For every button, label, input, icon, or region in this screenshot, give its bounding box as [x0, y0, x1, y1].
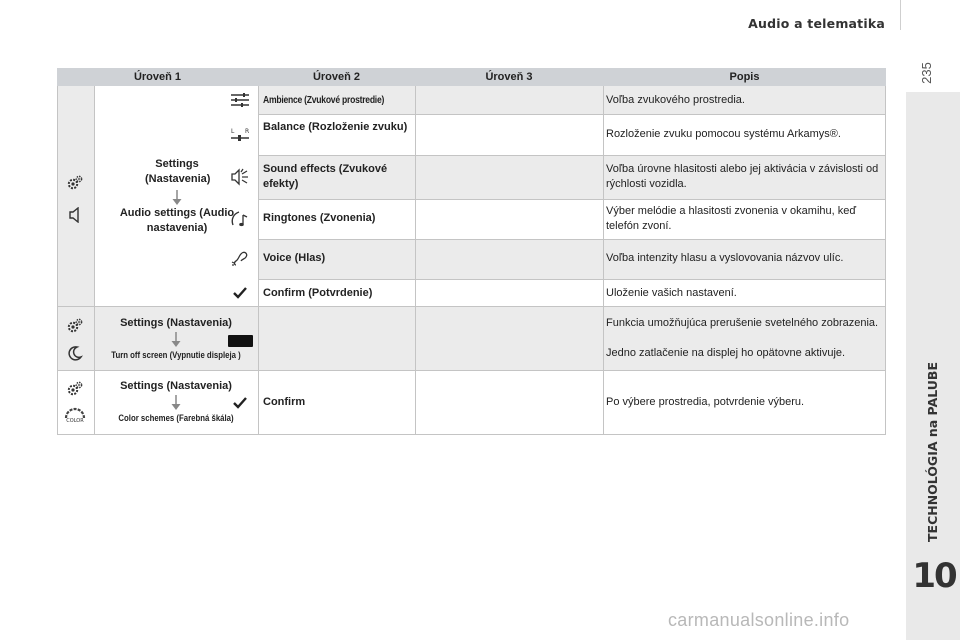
group-screen-description-line1: Funkcia umožňujúca prerušenie svetelného zobrazenia. — [606, 317, 879, 329]
page-header-title: Audio a telematika — [748, 16, 885, 31]
group-audio-level1-top: Settings (Nastavenia) — [145, 158, 211, 185]
group-color-level1-bottom: Color schemes (Farebná škála) — [118, 413, 234, 424]
speaker-icon — [65, 206, 85, 224]
equalizer-sliders-icon — [230, 91, 250, 109]
row-confirm-description: Uloženie vašich nastavení. — [606, 287, 737, 299]
settings-gear-icon — [65, 380, 85, 398]
group-color-level2: Confirm — [263, 396, 306, 408]
ringtone-note-icon — [230, 210, 250, 228]
group-screen-description-line2: Jedno zatlačenie na displej ho opätovne aktivuje. — [606, 347, 846, 359]
watermark: carmanualsonline.info — [668, 610, 850, 630]
column-header-level1: Úroveň 1 — [57, 68, 258, 86]
checkmark-icon — [230, 284, 250, 302]
black-screen-icon — [228, 335, 253, 347]
row-voice-level2: Voice (Hlas) — [263, 252, 326, 264]
row-ambience-description: Voľba zvukového prostredia. — [606, 94, 745, 106]
settings-gear-icon — [65, 317, 85, 335]
row-ringtones-level2: Ringtones (Zvonenia) — [263, 212, 376, 224]
header-divider — [900, 0, 901, 30]
row-confirm-level2: Confirm (Potvrdenie) — [263, 287, 373, 299]
svg-text:R: R — [245, 128, 250, 135]
group-screen-level1-top: Settings (Nastavenia) — [120, 317, 232, 329]
balance-lr-icon — [230, 125, 250, 143]
column-header-level3: Úroveň 3 — [415, 68, 603, 86]
row-sound-effects-level2: Sound effects (Zvukové efekty) — [263, 163, 388, 190]
arrow-down-icon — [170, 332, 182, 348]
row-sound-effects-description: Voľba úrovne hlasitosti alebo jej aktivácia v závislosti od rýchlosti vozidla. — [606, 163, 879, 190]
settings-gear-icon — [65, 174, 85, 192]
svg-text:L: L — [231, 128, 235, 135]
sound-effects-icon — [230, 168, 250, 186]
settings-menu-table — [57, 68, 886, 435]
moon-icon — [65, 344, 85, 362]
group-audio-icon-cell — [57, 86, 94, 306]
chapter-number: 10 — [912, 556, 956, 596]
group-color-description: Po výbere prostredia, potvrdenie výberu. — [606, 396, 805, 408]
column-header-level2: Úroveň 2 — [258, 68, 415, 86]
voice-icon — [230, 250, 250, 268]
color-schemes-icon — [63, 407, 87, 427]
row-ringtones-description: Výber melódie a hlasitosti zvonenia v okamihu, keď telefón zvoní. — [606, 205, 857, 232]
arrow-down-icon — [171, 190, 183, 206]
row-voice-description: Voľba intenzity hlasu a vyslovovania názvov ulíc. — [606, 252, 844, 264]
group-audio-level1-bottom: Audio settings (Audio nastavenia) — [119, 207, 235, 234]
color-badge-label: COLOR — [66, 418, 84, 424]
chapter-label: TECHNOLÓGIA na PALUBE — [925, 362, 940, 542]
page-number: 235 — [919, 62, 934, 84]
group-screen-level1-bottom: Turn off screen (Vypnutie displeja ) — [111, 350, 241, 361]
arrow-down-icon — [170, 395, 182, 411]
row-ambience-level2: Ambience (Zvukové prostredie) — [263, 95, 385, 106]
column-header-description: Popis — [603, 68, 886, 86]
row-balance-description: Rozloženie zvuku pomocou systému Arkamys®. — [606, 128, 841, 140]
checkmark-icon — [230, 394, 250, 412]
row-balance-level2: Balance (Rozloženie zvuku) — [263, 121, 408, 133]
group-color-level1-top: Settings (Nastavenia) — [120, 380, 232, 392]
